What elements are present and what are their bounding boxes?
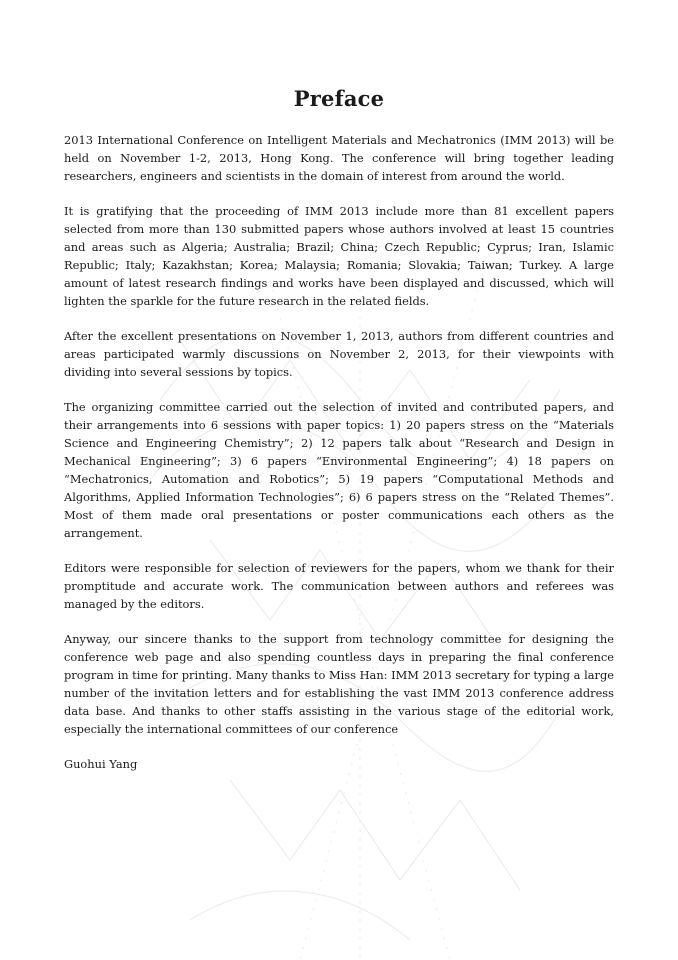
page-title: Preface <box>293 86 385 111</box>
paragraph-conference-intro: 2013 International Conference on Intelligent Materials and Mechatronics (IMM 2013) will be held on November 1-2, 2013, Hong Kong. The conference will bring together leading researchers, engineers and scientists in the domain of interest from around the world. <box>64 133 614 183</box>
paragraph-presentations: After the excellent presentations on November 1, 2013, authors from different countries and areas participated warmly discussions on November 2, 2013, for their viewpoints with dividing into several sessions by topics. <box>64 329 614 379</box>
author-signature: Guohui Yang <box>64 757 138 772</box>
paragraph-proceedings-summary: It is gratifying that the proceeding of IMM 2013 include more than 81 excellent papers selected from more than 130 submitted papers whose authors involved at least 15 countries and areas such as Algeria; Australia; Brazil; China; Czech Republic; Cyprus; Iran, Islamic Republic; Italy; Kazakhstan; Korea; Malaysia; Romania; Slovakia; Taiwan; Turkey. A large amount of latest research findings and works have been displayed and discussed, which will lighten the sparkle for the future research in the related fields. <box>64 204 614 308</box>
paragraph-sessions: The organizing committee carried out the selection of invited and contributed papers, and their arrangements into 6 sessions with paper topics: 1) 20 papers stress on the “Materials Science and Engineering Chemistry”; 2) 12 papers talk about “Research and Design in Mechanical Engineering”; 3) 6 papers “Environmental Engineering”; 4) 18 papers on “Mechatronics, Automation and Robotics”; 5) 19 papers “Computational Methods and Algorithms, Applied Information Technologies”; 6) 6 papers stress on the “Related Themes”. Most of them made oral presentations or poster communications each others as the arrangement. <box>64 400 614 540</box>
preface-content <box>64 86 614 774</box>
paragraph-editors: Editors were responsible for selection of reviewers for the papers, whom we thank for their promptitude and accurate work. The communication between authors and referees was managed by the editors. <box>64 561 614 611</box>
paragraph-acknowledgements: Anyway, our sincere thanks to the support from technology committee for designing the conference web page and also spending countless days in preparing the final conference program in time for printing. Many thanks to Miss Han: IMM 2013 secretary for typing a large number of the invitation letters and for establishing the vast IMM 2013 conference address data base. And thanks to other staffs assisting in the various stage of the editorial work, especially the international committees of our conference <box>64 632 614 736</box>
